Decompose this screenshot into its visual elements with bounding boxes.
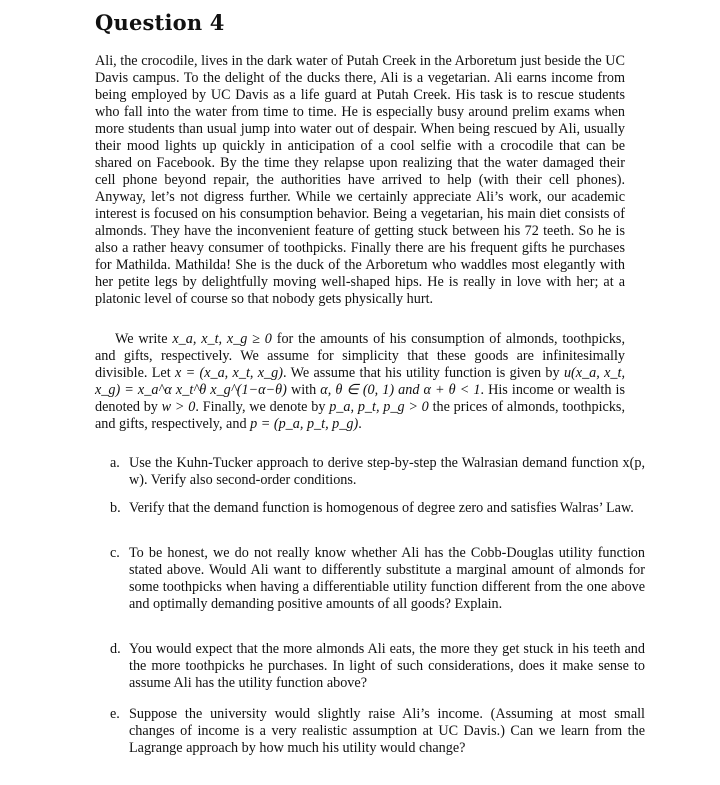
part-text: Suppose the university would slightly raise Ali’s income. (Assuming at most small changes of income is a very realistic assumption at UC Davis.) Can we learn from the Lagrange approach by how much his utility would change? <box>129 706 645 756</box>
part-label: c. <box>110 545 120 561</box>
question-part-d <box>110 641 645 692</box>
model-text-4: with <box>286 382 321 398</box>
question-part-a <box>110 455 645 489</box>
part-label: b. <box>110 500 121 516</box>
part-label: a. <box>110 455 120 471</box>
math-parameter-conditions: α, θ ∈ (0, 1) and α + θ < 1 <box>320 382 481 398</box>
part-text: Verify that the demand function is homogenous of degree zero and satisfies Walras’ Law. <box>129 500 634 516</box>
model-text-7: the prices of almonds, toothpicks, and gifts, respectively, and <box>95 399 625 432</box>
model-text-6: . Finally, we denote by <box>195 399 330 415</box>
math-utility-function: u(x_a, x_t, x_g) = x_a^α x_t^θ x_g^(1−α−θ) <box>95 365 626 398</box>
model-paragraph <box>95 331 625 433</box>
question-part-c <box>110 545 645 613</box>
math-wealth: w > 0 <box>161 399 196 415</box>
part-text: You would expect that the more almonds Ali eats, the more they get stuck in his teeth and the more toothpicks he purchases. In light of such considerations, does it make sense to assume Ali has the utility function above? <box>129 641 645 691</box>
model-text-2: for the amounts of his consumption of almonds, toothpicks, and gifts, respectively. We assume for simplicity that these goods are infinitesimally divisible. Let <box>95 331 626 381</box>
math-prices: p_a, p_t, p_g > 0 <box>329 399 429 415</box>
part-text: Use the Kuhn-Tucker approach to derive step-by-step the Walrasian demand function x(p, w). Verify also second-order conditions. <box>129 455 645 488</box>
model-text-5: . His income or wealth is denoted by <box>95 382 625 415</box>
question-title: Question 4 <box>95 10 225 35</box>
intro-paragraph: Ali, the crocodile, lives in the dark water of Putah Creek in the Arboretum just beside the UC Davis campus. To the delight of the ducks there, Ali is a vegetarian. Ali earns income from being employed by UC Davis as a life guard at Putah Creek. His task is to rescue students who fall into the water from time to time. He is especially busy around prelim exams when more students than usual jump into water out of despair. When being rescued by Ali, usually their mood lights up quickly in anticipation of a cool selfie with a crocodile that can be shared on Facebook. By the time they relapse upon realizing that the water damaged their cell phone beyond repair, the authorities have arrived to help (with their cell phones). Anyway, let’s not digress further. While we certainly appreciate Ali’s work, our academic interest is focused on his consumption behavior. Being a vegetarian, his main diet consists of almonds. They have the inconvenient feature of getting stuck between his 72 teeth. So he is also a rather heavy consumer of toothpicks. Finally there are his frequent gifts he purchases for Mathilda. Mathilda! She is the duck of the Arboretum who waddles most elegantly with her petite legs by delightfully moving well-shaped hips. He is really in love with her; at a platonic level of course so that nobody gets physically hurt. <box>95 53 625 307</box>
math-price-vector: p = (p_a, p_t, p_g) <box>250 416 359 432</box>
part-label: d. <box>110 641 121 657</box>
part-label: e. <box>110 706 120 722</box>
math-consumption-vars: x_a, x_t, x_g ≥ 0 <box>172 331 272 347</box>
model-text-1: We write <box>115 331 173 347</box>
question-part-b <box>110 500 645 517</box>
model-text-3: . We assume that his utility function is given by <box>282 365 564 381</box>
part-text: To be honest, we do not really know whether Ali has the Cobb-Douglas utility function stated above. Would Ali want to differently substitute a marginal amount of almonds for some toothpicks when having a differentiable utility function different from the one above and optimally demanding positive amounts of all goods? Explain. <box>129 545 645 612</box>
math-bundle-def: x = (x_a, x_t, x_g) <box>174 365 283 381</box>
model-text-8: . <box>358 416 362 432</box>
question-part-e <box>110 706 645 757</box>
